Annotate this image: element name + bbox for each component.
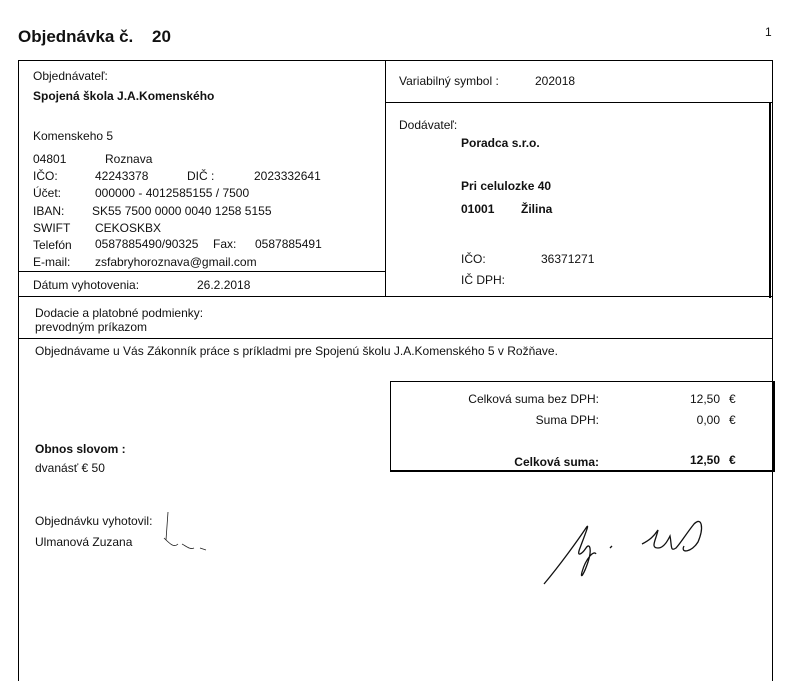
- supplier-ico-label: IČO:: [461, 252, 486, 266]
- amount-words-label: Obnos slovom :: [35, 442, 126, 456]
- grand-total-label: Celková suma:: [514, 455, 599, 469]
- orderer-phone: 0587885490/90325: [95, 237, 199, 251]
- supplier-right-line: [769, 102, 771, 298]
- orderer-phone-label: Telefón: [33, 238, 72, 252]
- orderer-dic-label: DIČ :: [187, 169, 215, 183]
- orderer-zip: 04801: [33, 152, 67, 166]
- orderer-email: zsfabryhoroznava@gmail.com: [95, 255, 257, 269]
- orderer-swift-label: SWIFT: [33, 221, 71, 235]
- prepared-by-name: Ulmanová Zuzana: [35, 535, 133, 549]
- order-number: 20: [152, 27, 171, 46]
- supplier-zip: 01001: [461, 202, 495, 216]
- orderer-fax: 0587885491: [255, 237, 322, 251]
- variable-symbol-label: Variabilný symbol :: [399, 74, 499, 88]
- page-number: 1: [765, 25, 772, 39]
- supplier-top-line: [385, 102, 772, 103]
- orderer-account-label: Účet:: [33, 186, 62, 200]
- orderer-ico-label: IČO:: [33, 169, 58, 183]
- orderer-account: 000000 - 4012585155 / 7500: [95, 186, 250, 200]
- orderer-iban-label: IBAN:: [33, 204, 65, 218]
- vat-label: Suma DPH:: [535, 413, 599, 427]
- orderer-street: Komenskeho 5: [33, 129, 114, 143]
- supplier-street: Pri celulozke 40: [461, 179, 552, 193]
- signature: [530, 510, 720, 590]
- supplier-icdph-label: IČ DPH:: [461, 273, 506, 287]
- column-divider: [385, 60, 386, 297]
- net-total-value: 12,50: [689, 392, 720, 406]
- orderer-fax-label: Fax:: [213, 237, 237, 251]
- issue-date-label: Dátum vyhotovenia:: [33, 278, 140, 292]
- orderer-ico: 42243378: [95, 169, 149, 183]
- supplier-ico: 36371271: [541, 252, 595, 266]
- conditions-bottom-line: [18, 338, 772, 339]
- orderer-dic: 2023332641: [254, 169, 321, 183]
- prepared-by-label: Objednávku vyhotovil:: [35, 514, 153, 528]
- preparer-initials-scribble: [160, 510, 220, 555]
- net-total-label: Celková suma bez DPH:: [468, 392, 599, 406]
- supplier-name: Poradca s.r.o.: [461, 136, 540, 150]
- amount-words-value: dvanásť € 50: [35, 461, 105, 475]
- grand-total-value: 12,50: [689, 453, 720, 467]
- orderer-email-label: E-mail:: [33, 255, 71, 269]
- orderer-name: Spojená škola J.A.Komenského: [33, 89, 215, 103]
- order-description: Objednávame u Vás Zákonník práce s príkladmi pre Spojenú školu J.A.Komenského 5 v Rožňave.: [35, 344, 558, 358]
- orderer-city: Roznava: [105, 152, 153, 166]
- orderer-label: Objednávateľ:: [33, 69, 108, 83]
- vat-currency: €: [729, 413, 736, 427]
- date-top-line: [18, 271, 385, 272]
- conditions-top-line: [18, 296, 772, 297]
- vat-value: 0,00: [696, 413, 720, 427]
- conditions-label: Dodacie a platobné podmienky:: [35, 306, 204, 320]
- order-title-label: Objednávka č.: [18, 27, 134, 46]
- conditions-value: prevodným príkazom: [35, 320, 148, 334]
- grand-total-currency: €: [729, 453, 736, 467]
- orderer-swift: CEKOSKBX: [95, 221, 162, 235]
- supplier-label: Dodávateľ:: [399, 118, 458, 132]
- order-title: [18, 27, 171, 47]
- supplier-city: Žilina: [521, 202, 553, 216]
- issue-date: 26.2.2018: [197, 278, 251, 292]
- orderer-iban: SK55 7500 0000 0040 1258 5155: [92, 204, 272, 218]
- net-total-currency: €: [729, 392, 736, 406]
- variable-symbol-value: 202018: [535, 74, 576, 88]
